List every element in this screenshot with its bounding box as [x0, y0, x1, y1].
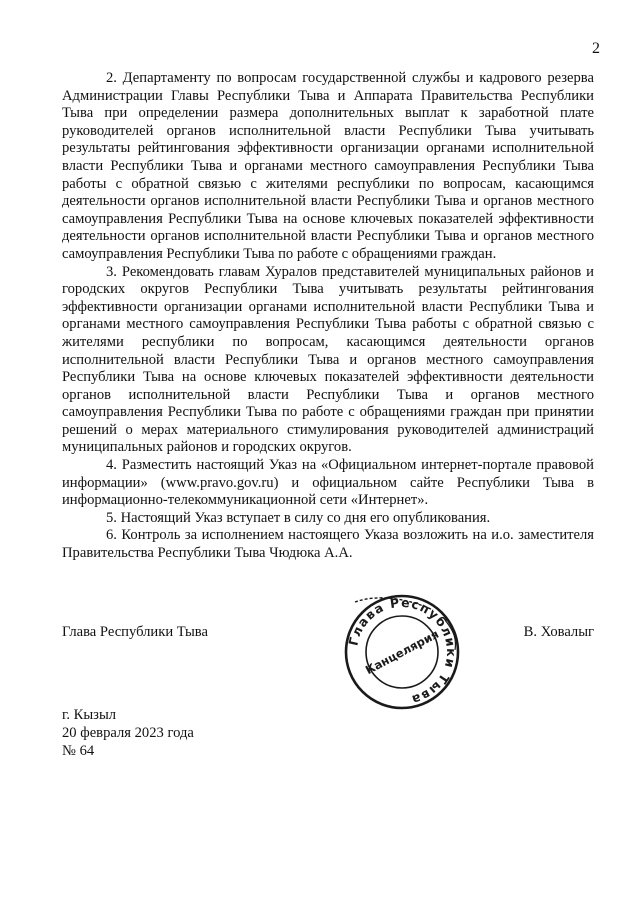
paragraph-2: 2. Департаменту по вопросам государственной службы и кадрового резерва Администрации Главы Республики Тыва и Аппарата Правительства Республики Тыва при определении размера дополнительных выплат к заработной плате руководителей органов исполнительной власти Республики Тыва учитывать результаты рейтингования эффективности организации органами исполнительной власти Республики Тыва и органами местного самоуправления Республики Тыва работы с обратной связью с жителями республики по вопросам, касающимся деятельности органов исполнительной власти Республики Тыва и органов местного самоуправления Республики Тыва на основе ключевых показателей эффективности деятельности органов исполнительной власти Республики Тыва и органов местного самоуправления Республики Тыва по работе с обращениями граждан.: [62, 70, 594, 262]
seal-outer-text: Глава Республики Тыва: [345, 594, 460, 709]
place-of-signing: г. Кызыл: [62, 707, 117, 723]
decree-number: № 64: [62, 742, 95, 759]
seal-stamp: [337, 590, 467, 714]
paragraph-4: 4. Разместить настоящий Указ на «Официальном интернет-портале правовой информации» (www.pravo.gov.ru) и официальном сайте Республики Тыва в информационно-телекоммуникационной сети «Интернет».: [62, 457, 594, 509]
decree-body: [62, 70, 594, 563]
page-number: 2: [592, 40, 600, 57]
signatory-name: В. Ховалыг: [523, 624, 594, 640]
paragraph-5: 5. Настоящий Указ вступает в силу со дня его опубликования.: [106, 509, 491, 526]
signatory-title: Глава Республики Тыва: [62, 624, 208, 640]
paragraph-3: 3. Рекомендовать главам Хуралов представителей муниципальных районов и городских округов Республики Тыва учитывать результаты рейтингования эффективности организации органами исполнительной власти Республики Тыва и органами местного самоуправления Республики Тыва работы с обратной связью с жителями республики по вопросам, касающимся деятельности органов исполнительной власти Республики Тыва и органов местного самоуправления Республики Тыва на основе ключевых показателей эффективности деятельности органов исполнительной власти Республики Тыва и органов местного самоуправления Республики Тыва по работе с обращениями граждан при принятии решений о мерах материального стимулирования руководителей администраций муниципальных районов и городских округов.: [62, 263, 594, 456]
place-date-block: [62, 707, 194, 760]
signing-date: 20 февраля 2023 года: [62, 724, 194, 741]
seal-inner-text: Канцелярия: [362, 626, 442, 678]
paragraph-6: 6. Контроль за исполнением настоящего Указа возложить на и.о. заместителя Правительства Республики Тыва Чюдюка А.А.: [62, 527, 594, 562]
